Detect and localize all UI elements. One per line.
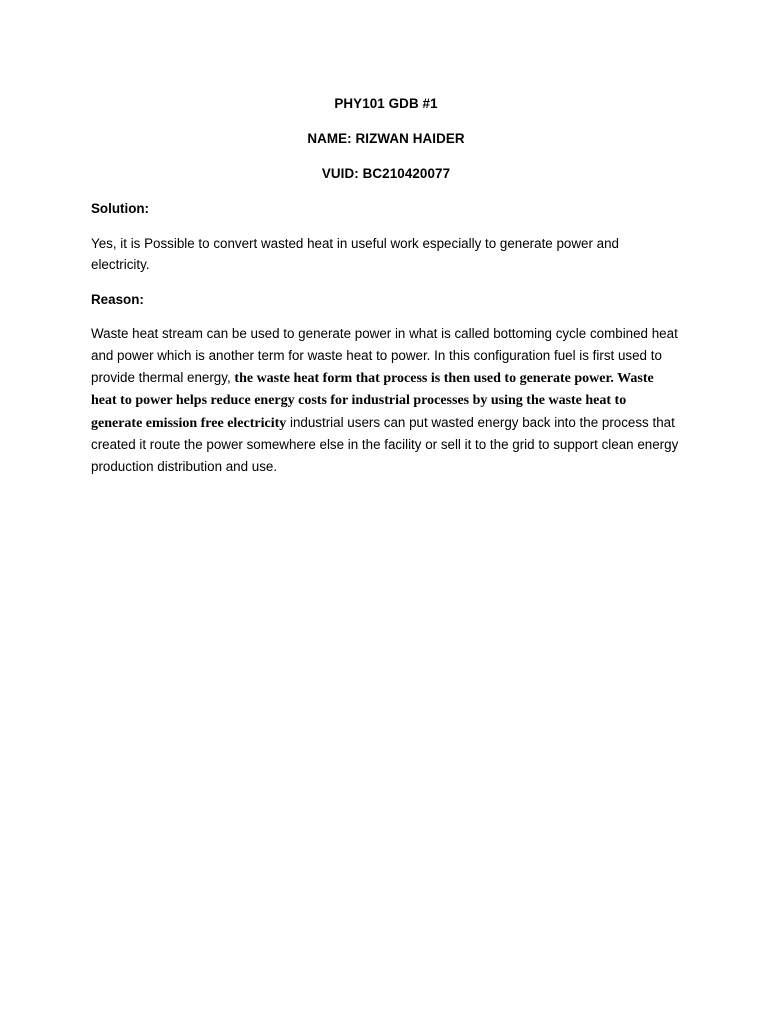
reason-text-start: Waste heat stream can be used to generate power in what is called bottoming cycle combined heat and power which is another term for waste heat to power. In this configuration fuel is first used to provide thermal energy, [91,326,678,385]
solution-heading: Solution: [91,200,150,216]
reason-text-bold: the waste heat form that process is then used to generate power. Waste heat to power helps reduce energy costs for industrial processes by using the waste heat to generate emission free electricity [91,370,654,431]
reason-text-end: industrial users can put wasted energy back into the process that created it route the power somewhere else in the facility or sell it to the grid to support clean energy production distribution and use. [91,414,679,474]
solution-paragraph: Yes, it is Possible to convert wasted heat in useful work especially to generate power and electricity. [91,235,619,273]
reason-heading: Reason: [91,291,144,307]
student-vuid: VUID: BC210420077 [321,165,451,181]
course-title: PHY101 GDB #1 [334,96,438,111]
student-name: NAME: RIZWAN HAIDER [307,130,465,146]
document-body [91,93,681,477]
reason-paragraph [91,323,681,477]
